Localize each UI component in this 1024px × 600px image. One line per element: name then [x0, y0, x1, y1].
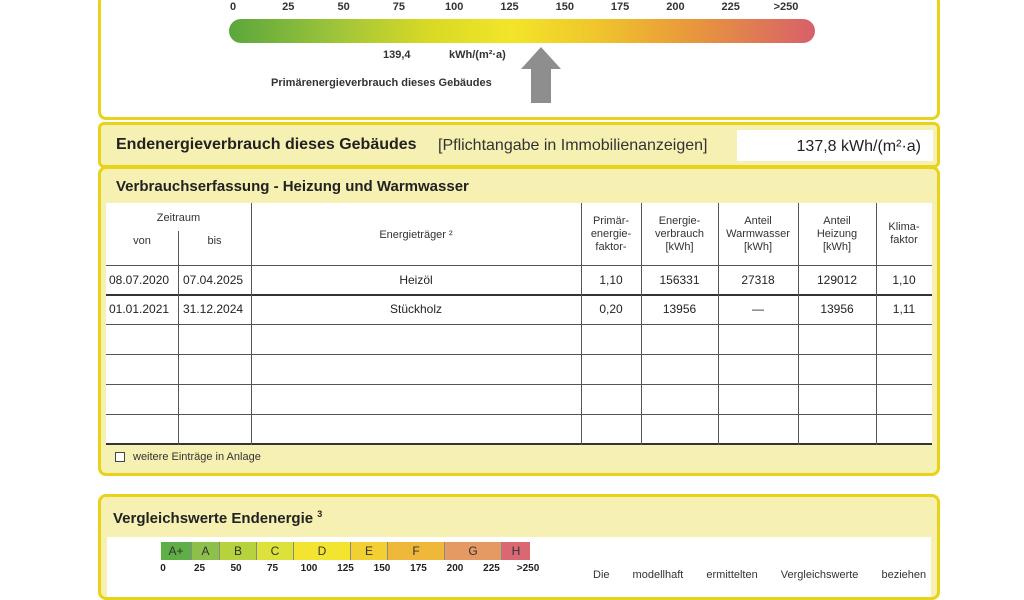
cell-klima: 1,10: [892, 273, 916, 287]
comparison-section: [98, 494, 940, 600]
header-line: Anteil: [823, 215, 851, 227]
cell-klima: 1,11: [892, 302, 916, 316]
header-line: [kWh]: [822, 241, 852, 253]
scale-tick-label: 125: [500, 1, 519, 13]
table-divider: [106, 294, 932, 296]
header-anteil-warmwasser: [718, 215, 798, 254]
cell-von: 01.01.2021: [109, 302, 170, 316]
cell-bis: 31.12.2024: [183, 302, 244, 316]
table-divider: [106, 324, 932, 325]
header-energieverbrauch: [641, 215, 718, 254]
comparison-tick-label: 125: [337, 563, 354, 574]
end-energy-value: 137,8 kWh/(m²·a): [796, 138, 921, 155]
comparison-body: [107, 537, 931, 597]
table-divider: [106, 354, 932, 355]
comparison-tick-label: 25: [193, 563, 206, 574]
cell-heizung: 129012: [816, 273, 858, 287]
primary-energy-unit: kWh/(m²·a): [449, 49, 506, 61]
header-line: [kWh]: [743, 241, 773, 253]
header-line: Heizung: [816, 228, 858, 240]
scale-tick-label: 200: [666, 1, 685, 13]
end-energy-section: [98, 122, 940, 168]
header-primaerenergiefaktor: [581, 215, 641, 254]
more-entries-label: weitere Einträge in Anlage: [133, 451, 261, 463]
header-line: [kWh]: [665, 241, 694, 253]
table-divider: [106, 265, 932, 266]
comparison-tick-label: 175: [410, 563, 427, 574]
comparison-tick-label: 150: [373, 563, 391, 574]
header-line: Energie-: [658, 215, 701, 227]
cell-energietraeger: Heizöl: [399, 273, 433, 287]
scale-tick-label: 25: [282, 1, 295, 13]
primary-energy-section: [98, 0, 940, 120]
header-line: Anteil: [744, 215, 772, 227]
table-divider: [106, 443, 932, 445]
cell-verbrauch: 13956: [662, 302, 697, 316]
efficiency-class-c: C: [257, 542, 294, 560]
efficiency-class-f: F: [388, 542, 445, 560]
comparison-tick-label: 200: [446, 563, 464, 574]
end-energy-value-box: [737, 130, 933, 161]
comparison-title: [113, 509, 322, 527]
consumption-title: Verbrauchserfassung - Heizung und Warmwasser: [116, 178, 469, 195]
efficiency-class-a: A: [192, 542, 220, 560]
comparison-text: Die modellhaft ermittelten Vergleichswerte beziehen: [593, 569, 927, 581]
primary-energy-value: 139,4: [383, 49, 411, 61]
scale-tick-label: 100: [445, 1, 464, 13]
header-zeitraum: Zeitraum: [156, 212, 201, 224]
more-entries-checkbox[interactable]: [115, 452, 125, 462]
comparison-tick-label: 50: [230, 563, 242, 574]
energy-certificate-page: [98, 0, 940, 581]
scale-tick-label: >250: [773, 1, 799, 13]
efficiency-class-e: E: [351, 542, 388, 560]
header-line: verbrauch: [655, 228, 704, 240]
efficiency-class-bar: [161, 542, 530, 560]
comparison-tick-label: 225: [483, 563, 500, 574]
efficiency-class-b: B: [220, 542, 257, 560]
table-divider: [106, 384, 932, 385]
efficiency-class-g: G: [445, 542, 502, 560]
header-line: faktor: [890, 234, 918, 246]
header-von: von: [133, 235, 151, 247]
cell-warmwasser: —: [752, 302, 764, 316]
header-line: faktor-: [595, 241, 627, 253]
cell-von: 08.07.2020: [109, 273, 170, 287]
comparison-title-text: Vergleichswerte Endenergie: [113, 510, 314, 527]
scale-tick-label: 225: [721, 1, 740, 13]
more-entries: [115, 451, 261, 463]
value-arrow-icon: [521, 45, 561, 103]
comparison-tick-label: 100: [300, 563, 318, 574]
cell-primaer: 1,10: [599, 273, 623, 287]
scale-tick-label: 75: [392, 1, 406, 13]
header-anteil-heizung: [798, 215, 876, 254]
efficiency-class-h: H: [502, 542, 530, 560]
header-energietraeger: Energieträger ²: [379, 229, 453, 241]
end-energy-note: [Pflichtangabe in Immobilienanzeigen]: [438, 137, 708, 154]
efficiency-class-aplus: A+: [161, 542, 192, 560]
scale-tick-label: 0: [229, 1, 237, 13]
cell-primaer: 0,20: [599, 302, 623, 316]
comparison-tick-label: 0: [160, 563, 166, 574]
consumption-table: [106, 203, 932, 445]
column-divider: [178, 231, 179, 445]
cell-verbrauch: 156331: [659, 273, 700, 287]
header-line: Primär-: [592, 215, 630, 227]
primary-energy-caption: Primärenergieverbrauch dieses Gebäudes: [271, 77, 492, 89]
scale-tick-label: 150: [555, 1, 574, 13]
scale-tick-label: 50: [337, 1, 350, 13]
efficiency-class-d: D: [294, 542, 351, 560]
end-energy-title: Endenergieverbrauch dieses Gebäudes: [116, 136, 417, 153]
cell-energietraeger: Stückholz: [389, 302, 443, 316]
table-divider: [106, 414, 932, 415]
cell-bis: 07.04.2025: [183, 273, 244, 287]
cell-heizung: 13956: [820, 302, 854, 316]
header-bis: bis: [207, 235, 222, 247]
consumption-section: [98, 166, 940, 476]
header-klimafaktor: [876, 221, 932, 247]
cell-warmwasser: 27318: [741, 273, 775, 287]
energy-scale-bar: [229, 19, 815, 43]
comparison-tick-label: >250: [516, 563, 540, 574]
comparison-tick-label: 75: [266, 563, 279, 574]
header-line: energie-: [590, 228, 632, 240]
header-line: Warmwasser: [726, 228, 790, 240]
header-line: Klima-: [888, 221, 920, 233]
comparison-footnote-mark: 3: [317, 509, 323, 519]
scale-tick-label: 175: [610, 1, 630, 13]
